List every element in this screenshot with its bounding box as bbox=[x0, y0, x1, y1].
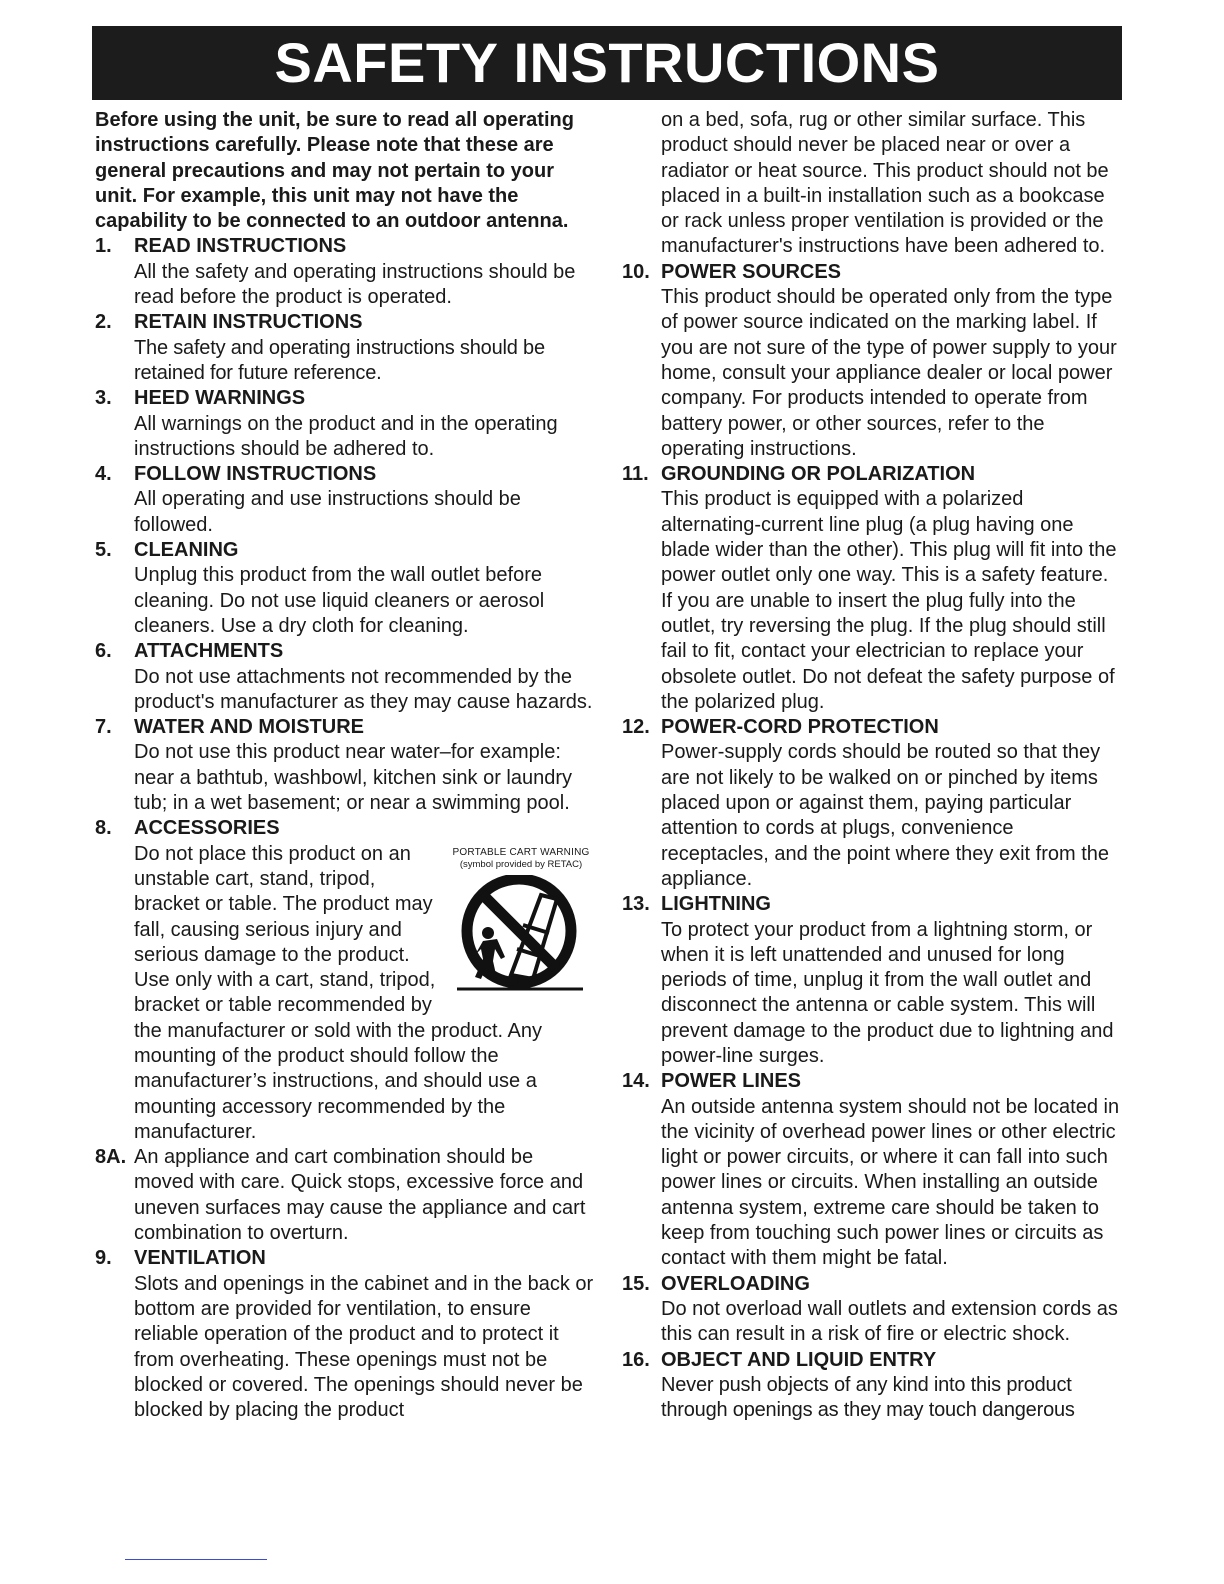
section-body: This product should be operated only from the type of power source indicated on the marking label. If you are not sure of the type of power supply to your home, consult your appliance dealer or local power company. For products intended to operate from battery power, or other sources, refer to the operating instructions. bbox=[661, 286, 1117, 460]
section-number: 12. bbox=[622, 716, 650, 739]
section-body: An appliance and cart combination should be moved with care. Quick stops, excessive force and uneven surfaces may cause the appliance and cart combination to overturn. bbox=[134, 1146, 586, 1245]
cart-warning-caption: PORTABLE CART WARNING bbox=[452, 846, 590, 858]
section-title: FOLLOW INSTRUCTIONS bbox=[134, 463, 377, 486]
section-accessories bbox=[95, 816, 595, 1145]
section-number: 16. bbox=[622, 1348, 650, 1371]
section-title: VENTILATION bbox=[134, 1247, 266, 1270]
section-body: Do not overload wall outlets and extension cords as this can result in a risk of fire or electric shock. bbox=[661, 1297, 1118, 1346]
section-number: 8. bbox=[95, 817, 112, 840]
section-water-and-moisture bbox=[95, 715, 595, 816]
section-number: 11. bbox=[622, 463, 649, 486]
section-title: OVERLOADING bbox=[661, 1272, 810, 1295]
section-number: 4. bbox=[95, 463, 112, 486]
section-body: Power-supply cords should be routed so that they are not likely to be walked on or pinched by items placed upon or against them, paying particular attention to cords at plugs, convenience receptacles, and the point where they exit from the appliance. bbox=[661, 741, 1110, 890]
section-number: 7. bbox=[95, 716, 112, 739]
section-8a bbox=[95, 1145, 595, 1246]
section-body-wrapper bbox=[134, 842, 595, 1146]
section-read-instructions bbox=[95, 234, 595, 310]
section-body: Do not use this product near water–for example: near a bathtub, washbowl, kitchen sink or laundry tub; in a wet basement; or near a swimming pool. bbox=[134, 741, 573, 815]
section-number: 15. bbox=[622, 1272, 650, 1295]
section-body: Never push objects of any kind into this product through openings as they may touch dangerous bbox=[661, 1373, 1075, 1422]
section-body: Do not place this product on an unstable cart, stand, tripod, bracket or table. The product may fall, causing serious injury and serious damage to the product. Use only with a cart, stand, tripod, bracket or table recommended by the manufacturer or sold with the product. Any mounting of the product should follow the manufacturer’s instructions, and should use a mounting accessory recommended by the manufacturer. bbox=[134, 842, 542, 1143]
section-number: 14. bbox=[622, 1070, 650, 1093]
section-number: 10. bbox=[622, 260, 650, 283]
section-title: ATTACHMENTS bbox=[134, 640, 284, 663]
section-body: The safety and operating instructions should be retained for future reference. bbox=[134, 336, 545, 384]
section-lightning bbox=[622, 892, 1124, 1069]
section-body: Slots and openings in the cabinet and in the back or bottom are provided for ventilation, to ensure reliable operation of the product and to protect it from overheating. These openings must not be blocked or covered. The openings should never be blocked by placing the product bbox=[134, 1272, 594, 1422]
section-body: All warnings on the product and in the operating instructions should be adhered to. bbox=[134, 412, 558, 460]
section-body: All the safety and operating instructions should be read before the product is operated. bbox=[134, 260, 576, 309]
section-number: 6. bbox=[95, 640, 112, 663]
section-number: 1. bbox=[95, 235, 112, 258]
section-title: OBJECT AND LIQUID ENTRY bbox=[661, 1348, 937, 1371]
section-title: POWER LINES bbox=[661, 1070, 802, 1093]
section-number: 3. bbox=[95, 387, 112, 410]
section-title: HEED WARNINGS bbox=[134, 387, 306, 410]
section-body: Do not use attachments not recommended by the product's manufacturer as they may cause hazards. bbox=[134, 665, 593, 713]
section-power-cord-protection bbox=[622, 715, 1124, 892]
cart-warning-subcaption: (symbol provided by RETAC) bbox=[459, 858, 583, 870]
section-object-and-liquid-entry bbox=[622, 1348, 1124, 1424]
page-title: SAFETY INSTRUCTIONS bbox=[92, 26, 1122, 100]
right-column bbox=[622, 108, 1124, 1423]
section-ventilation-continued: on a bed, sofa, rug or other similar surface. This product should never be placed near or over a radiator or heat source. This product should not be placed in a built-in installation such as a bookcase or rack unless proper ventilation is provided or the manufacturer's instructions have been adhered to. bbox=[661, 109, 1109, 258]
section-title: POWER-CORD PROTECTION bbox=[661, 716, 939, 739]
portable-cart-warning bbox=[447, 847, 595, 1005]
section-number: 5. bbox=[95, 539, 112, 562]
section-attachments bbox=[95, 639, 595, 715]
section-body: Unplug this product from the wall outlet before cleaning. Do not use liquid cleaners or aerosol cleaners. Use a dry cloth for cleaning. bbox=[134, 564, 545, 637]
section-body: All operating and use instructions should be followed. bbox=[134, 488, 521, 536]
section-number: 13. bbox=[622, 893, 650, 916]
section-title: LIGHTNING bbox=[661, 893, 771, 916]
intro-text: Before using the unit, be sure to read all operating instructions carefully. Please note that these are general precautions and may not pertain to your unit. For example, this unit may not have the capability to be connected to an outdoor antenna. bbox=[95, 109, 574, 233]
section-title: WATER AND MOISTURE bbox=[134, 716, 364, 739]
section-retain-instructions bbox=[95, 310, 595, 386]
section-title: ACCESSORIES bbox=[134, 817, 280, 840]
section-heed-warnings bbox=[95, 386, 595, 462]
section-follow-instructions bbox=[95, 462, 595, 538]
portable-cart-warning-icon bbox=[453, 875, 589, 1005]
section-body: To protect your product from a lightning storm, or when it is left unattended and unused for long periods of time, unplug it from the wall outlet and disconnect the antenna or cable system. This will prevent damage to the product due to lightning and power-line surges. bbox=[661, 918, 1114, 1067]
section-title: RETAIN INSTRUCTIONS bbox=[134, 311, 363, 334]
section-title: POWER SOURCES bbox=[661, 260, 842, 283]
section-cleaning bbox=[95, 538, 595, 639]
section-grounding-or-polarization bbox=[622, 462, 1124, 715]
section-ventilation bbox=[95, 1246, 595, 1423]
section-body: This product is equipped with a polarized alternating-current line plug (a plug having one blade wider than the other). This plug will fit into the power outlet only one way. This is a safety feature. If you are unable to insert the plug fully into the outlet, try reversing the plug. If the plug should still fail to fit, contact your electrician to replace your obsolete outlet. Do not defeat the safety purpose of the polarized plug. bbox=[661, 488, 1117, 713]
section-body: An outside antenna system should not be located in the vicinity of overhead power lines or other electric light or power circuits, or where it can fall into such power lines or circuits. When installing an outside antenna system, extreme care should be taken to keep from touching such power lines or circuits as contact with them might be fatal. bbox=[661, 1095, 1120, 1270]
section-number: 2. bbox=[95, 311, 112, 334]
section-power-lines bbox=[622, 1069, 1124, 1271]
left-column bbox=[95, 108, 595, 1423]
section-title: GROUNDING OR POLARIZATION bbox=[661, 463, 976, 486]
section-number: 8A. bbox=[95, 1146, 127, 1169]
section-power-sources bbox=[622, 260, 1124, 462]
section-title: CLEANING bbox=[134, 539, 239, 562]
footer-divider bbox=[125, 1559, 267, 1560]
section-title: READ INSTRUCTIONS bbox=[134, 235, 347, 258]
section-number: 9. bbox=[95, 1247, 112, 1270]
section-overloading bbox=[622, 1272, 1124, 1348]
